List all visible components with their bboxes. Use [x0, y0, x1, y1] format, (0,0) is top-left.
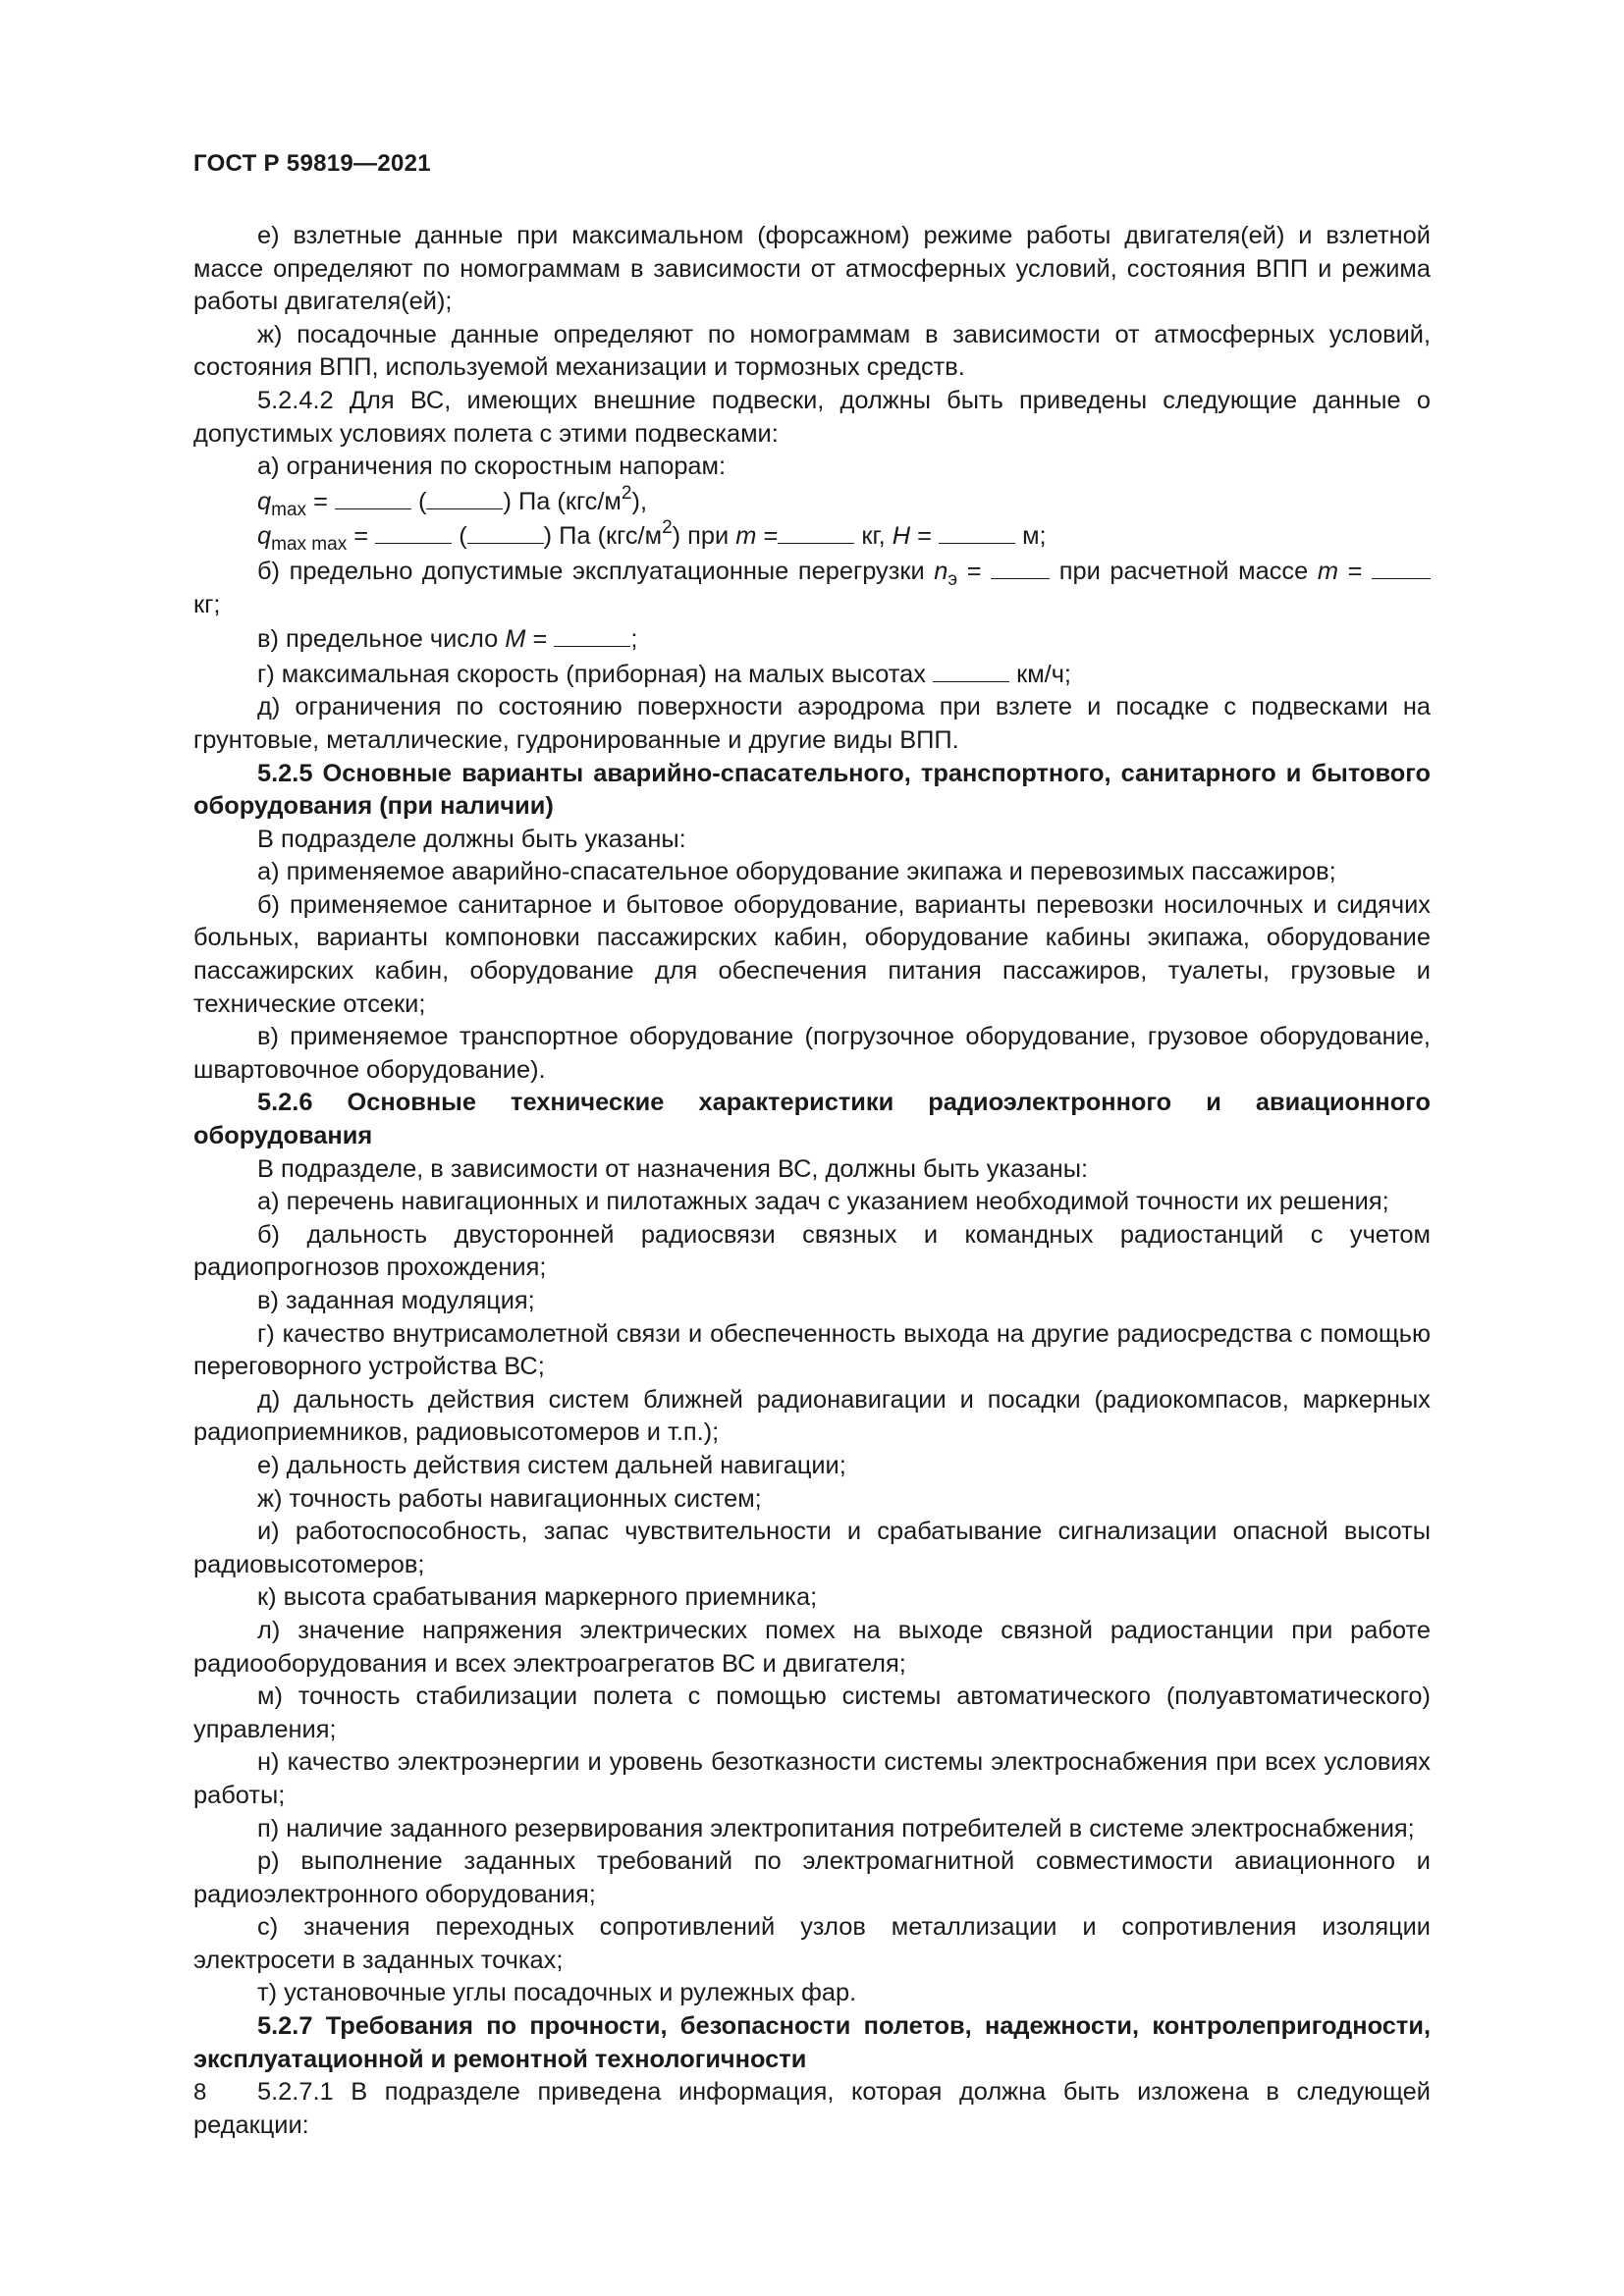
- paragraph: д) ограничения по состоянию поверхности аэродрома при взлете и посадке с подвесками на грунтовые, металлические, гудронированные и другие виды ВПП.: [193, 693, 1431, 754]
- paragraph: с) значения переходных сопротивлений узлов металлизации и сопротивления изоляции электросети в заданных точках;: [193, 1913, 1431, 1974]
- formula-q-max: $q_{max}$ = ( ) Па $(кгс/м^2)$,: [257, 482, 647, 520]
- section-heading: 5.2.7 Требования по прочности, безопасности полетов, надежности, контролепригодности, эксплуатационной и ремонтной технологичности: [193, 2012, 1431, 2073]
- section-heading: 5.2.6 Основные технические характеристики радиоэлектронного и авиационного оборудования: [193, 1089, 1431, 1150]
- paragraph: а) применяемое аварийно-спасательное оборудование экипажа и перевозимых пассажиров;: [257, 858, 1336, 886]
- paragraph: ж) посадочные данные определяют по номограммам в зависимости от атмосферных условий, состояния ВПП, используемой механизации и тормозных средств.: [193, 320, 1431, 382]
- paragraph: т) установочные углы посадочных и рулежных фар.: [257, 1979, 857, 2007]
- blank-field: [939, 518, 1015, 544]
- paragraph: к) высота срабатывания маркерного приемника;: [257, 1583, 818, 1612]
- blank-field: [335, 484, 411, 509]
- paragraph: 5.2.7.1 В подразделе приведена информация, которая должна быть изложена в следующей редакции:: [193, 2078, 1431, 2139]
- paragraph: а) перечень навигационных и пилотажных задач с указанием необходимой точности их решения;: [257, 1188, 1389, 1216]
- formula-overload: б) предельно допустимые эксплуатационные перегрузки $n_э$ = при расчетной массе m = кг;: [193, 554, 1431, 621]
- paragraph: м) точность стабилизации полета с помощью системы автоматического (полуавтоматического) управления;: [193, 1682, 1431, 1743]
- paragraph: б) дальность двусторонней радиосвязи связных и командных радиостанций с учетом радиопрогнозов прохождения;: [193, 1220, 1431, 1282]
- paragraph: 5.2.4.2 Для ВС, имеющих внешние подвески, должны быть приведены следующие данные о допустимых условиях полета с этими подвесками:: [193, 386, 1431, 448]
- paragraph: н) качество электроэнергии и уровень безотказности системы электроснабжения при всех условиях работы;: [193, 1748, 1431, 1809]
- blank-field: [467, 518, 544, 544]
- paragraph: г) качество внутрисамолетной связи и обеспеченность выхода на другие радиосредства с помощью переговорного устройства ВС;: [193, 1319, 1431, 1381]
- formula-mach: в) предельное число M = ;: [193, 621, 1431, 657]
- paragraph: а) ограничения по скоростным напорам:: [257, 453, 727, 481]
- paragraph: и) работоспособность, запас чувствительности и срабатывание сигнализации опасной высоты радиовысотомеров;: [193, 1518, 1431, 1578]
- paragraph: В подразделе, в зависимости от назначения ВС, должны быть указаны:: [257, 1154, 1089, 1183]
- page-number: 8: [193, 2079, 207, 2106]
- formula-q-max-max: $q_{max max}$ = ( ) Па $(кгс/м^2)$ при m = кг, H = м;: [257, 517, 1047, 556]
- paragraph: в) заданная модуляция;: [257, 1287, 535, 1314]
- paragraph: л) значение напряжения электрических помех на выходе связной радиостанции при работе радиооборудования и всех электроагрегатов ВС и двигателя;: [193, 1616, 1431, 1678]
- paragraph: п) наличие заданного резервирования электропитания потребителей в системе электроснабжения;: [257, 1814, 1415, 1842]
- blank-field: [1372, 554, 1431, 579]
- blank-field: [778, 518, 854, 544]
- paragraph: е) взлетные данные при максимальном (форсажном) режиме работы двигателя(ей) и взлетной массе определяют по номограммам в зависимости от атмосферных условий, состояния ВПП и режима работы двигателя(ей);: [193, 222, 1431, 316]
- blank-field: [426, 484, 503, 509]
- paragraph: е) дальность действия систем дальней навигации;: [257, 1451, 846, 1479]
- section-heading: 5.2.5 Основные варианты аварийно-спасательного, транспортного, санитарного и бытового оборудования (при наличии): [193, 759, 1431, 821]
- document-body: [193, 220, 1431, 2142]
- paragraph: р) выполнение заданных требований по электромагнитной совместимости авиационного и радиоэлектронного оборудования;: [193, 1847, 1431, 1908]
- paragraph: В подразделе должны быть указаны:: [257, 825, 686, 853]
- blank-field: [554, 621, 630, 647]
- blank-field: [375, 518, 452, 544]
- blank-field: [933, 657, 1009, 682]
- paragraph: ж) точность работы навигационных систем;: [257, 1484, 762, 1513]
- paragraph: д) дальность действия систем ближней радионавигации и посадки (радиокомпасов, маркерных радиоприемников, радиовысотомеров и т.п.);: [193, 1385, 1431, 1447]
- formula-max-speed: г) максимальная скорость (приборная) на малых высотах км/ч;: [193, 657, 1431, 692]
- blank-field: [991, 554, 1050, 579]
- paragraph: в) применяемое транспортное оборудование (погрузочное оборудование, грузовое оборудование, швартовочное оборудование).: [193, 1023, 1431, 1084]
- paragraph: б) применяемое санитарное и бытовое оборудование, варианты перевозки носилочных и сидячих больных, варианты компоновки пассажирских кабин, оборудование кабины экипажа, оборудование пассажирских кабин, оборудование для обеспечения питания пассажиров, туалеты, грузовые и технические отсеки;: [193, 890, 1431, 1018]
- document-header: ГОСТ Р 59819—2021: [193, 150, 431, 177]
